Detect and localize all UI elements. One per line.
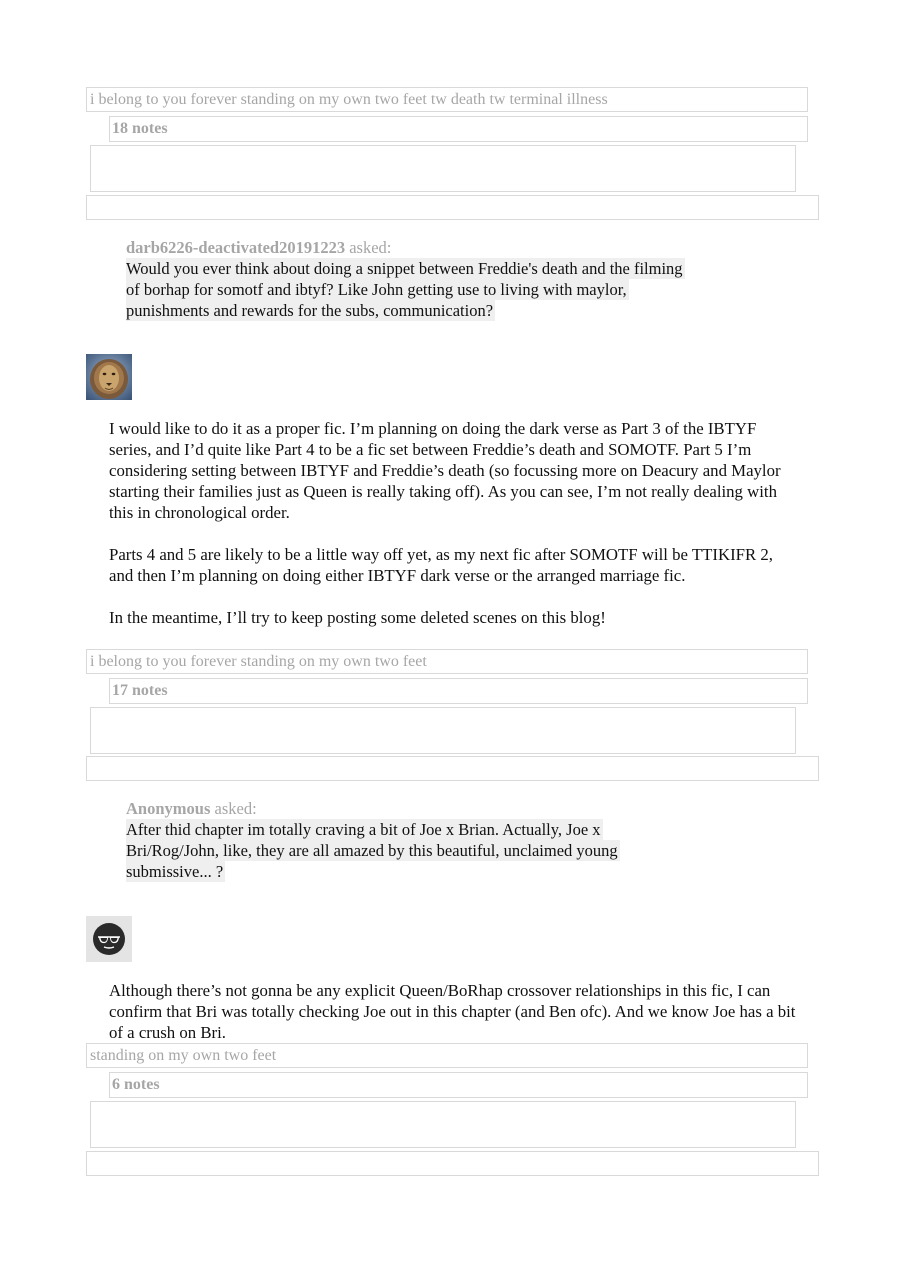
answer-paragraph: Although there’s not gonna be any explicit Queen/BoRhap crossover relationships in this fic, I can confirm that Bri was totally checking Joe out in this chapter (and Ben ofc). And we know Joe has a bit of a crush on Bri. [109,981,796,1042]
ask-block [126,237,696,321]
asker-line [126,798,696,819]
question-text: Would you ever think about doing a snippet between Freddie's death and the filming of borhap for somotf and ibtyf? Like John getting use to living with maylor, punishments and rewards for the subs, communication? [126,259,683,320]
answer-body [109,980,799,1043]
answer-paragraph: In the meantime, I’ll try to keep posting some deleted scenes on this blog! [109,608,606,627]
asker-name[interactable]: Anonymous [126,799,211,818]
asked-label: asked: [349,238,392,257]
post-tags[interactable]: i belong to you forever standing on my own two feet [86,649,808,674]
answer-paragraph: Parts 4 and 5 are likely to be a little way off yet, as my next fic after SOMOTF will be TTIKIFR 2, and then I’m planning on doing either IBTYF dark verse or the arranged marriage fic. [109,545,773,585]
ask-question [126,258,696,321]
notes-count[interactable]: 18 notes [109,116,808,142]
notes-panel [90,1101,796,1148]
asker-name[interactable]: darb6226-deactivated20191223 [126,238,346,257]
post-footer-bar [86,756,819,781]
post-tags[interactable]: i belong to you forever standing on my own two feet tw death tw terminal illness [86,87,808,112]
answer-body [109,418,799,628]
notes-count[interactable]: 6 notes [109,1072,808,1098]
lion-avatar-icon[interactable] [86,354,132,400]
notes-panel [90,145,796,192]
sunglasses-avatar-icon[interactable] [86,916,132,962]
asked-label: asked: [214,799,257,818]
ask-block [126,798,696,882]
answer-paragraph: I would like to do it as a proper fic. I’m planning on doing the dark verse as Part 3 of the IBTYF series, and I’d quite like Part 4 to be a fic set between Freddie’s death and SOMOTF. Part 5 I’m considering setting between IBTYF and Freddie’s death (so focussing more on Deacury and Maylor starting their families just as Queen is really taking off). As you can see, I’m not really dealing with this in chronological order. [109,419,781,522]
post-footer-bar [86,1151,819,1176]
asker-line [126,237,696,258]
notes-panel [90,707,796,754]
notes-count[interactable]: 17 notes [109,678,808,704]
post-footer-bar [86,195,819,220]
question-text: After thid chapter im totally craving a bit of Joe x Brian. Actually, Joe x Bri/Rog/John, like, they are all amazed by this beautiful, unclaimed young submissive... ? [126,820,618,881]
post-tags[interactable]: standing on my own two feet [86,1043,808,1068]
ask-question [126,819,696,882]
